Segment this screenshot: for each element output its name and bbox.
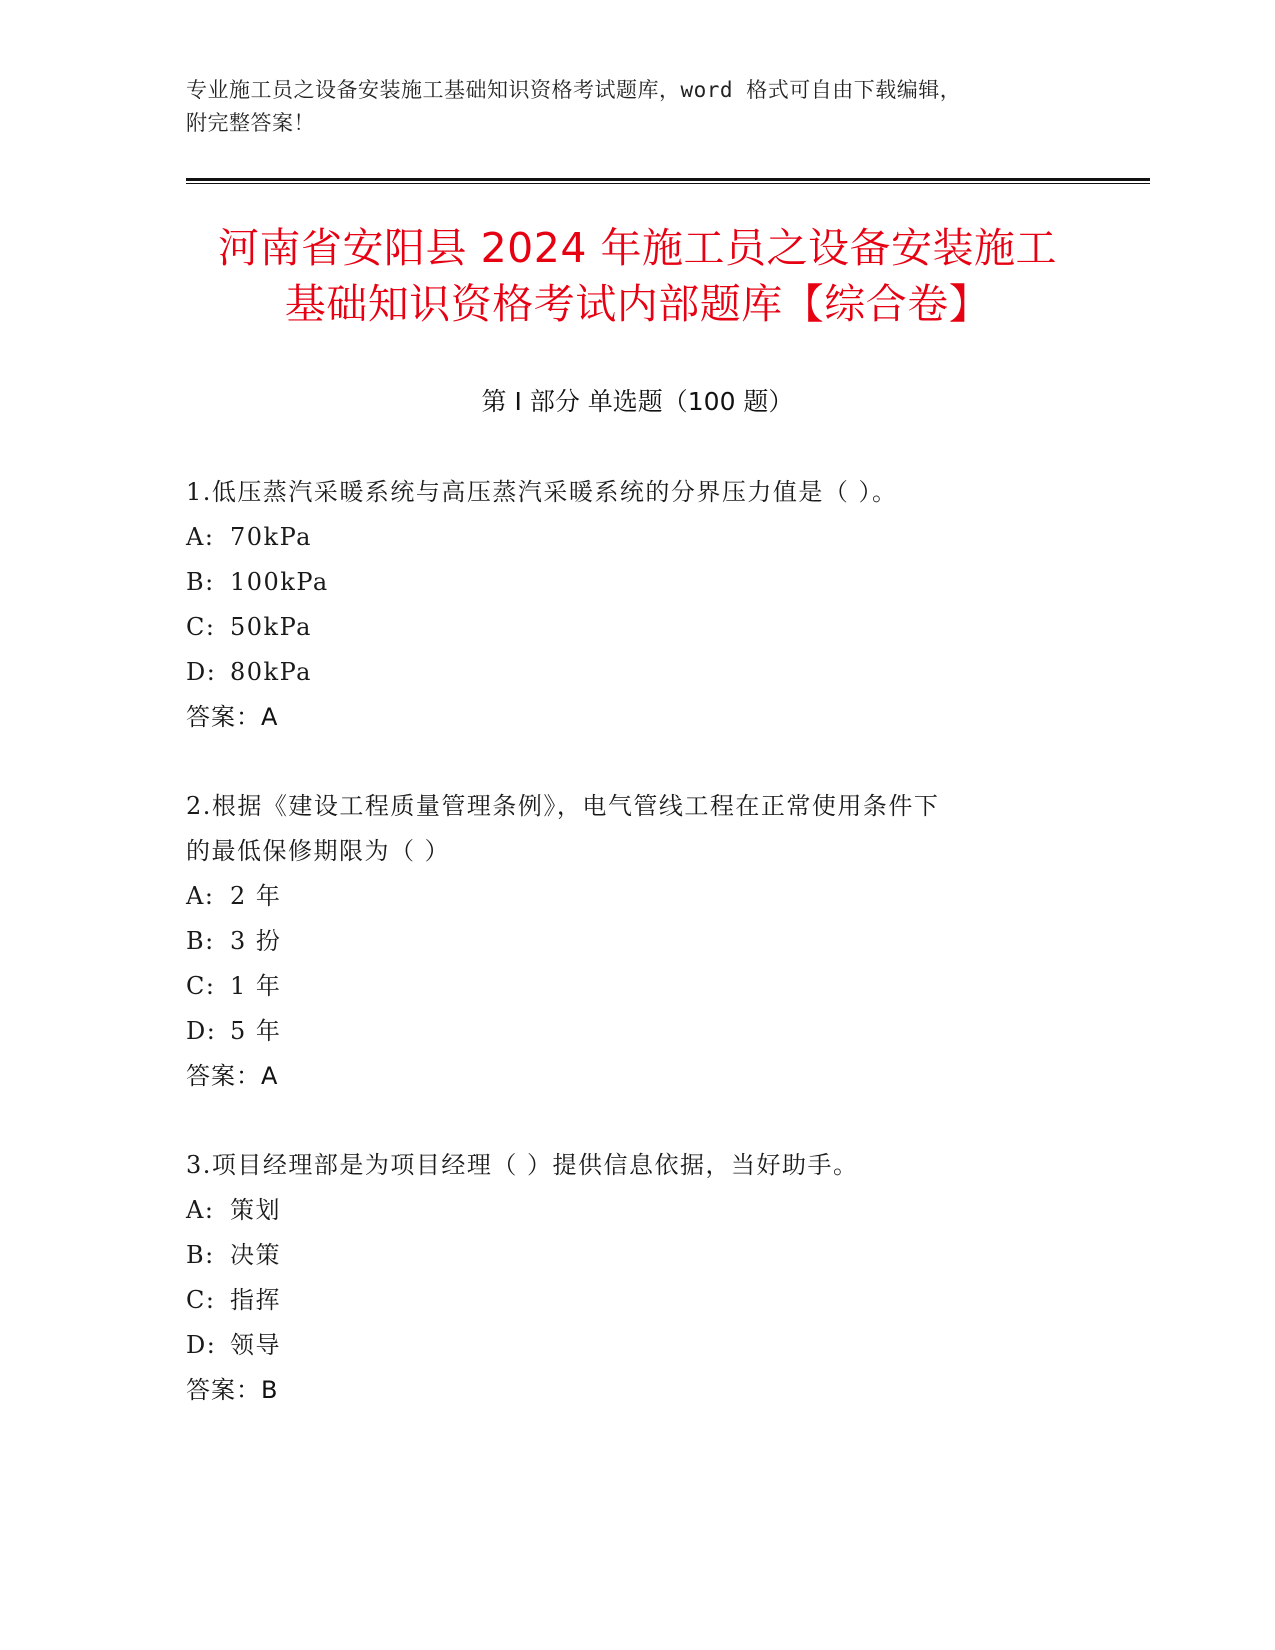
question-2 <box>186 784 1086 1099</box>
option-key: A: <box>186 523 215 551</box>
document-title <box>150 220 1125 332</box>
option-a <box>186 515 1086 560</box>
option-key: D: <box>186 658 217 686</box>
option-key: B: <box>186 568 215 596</box>
question-stem: 1.低压蒸汽采暖系统与高压蒸汽采暖系统的分界压力值是（ ）。 <box>186 478 898 506</box>
option-key: A: <box>186 882 215 910</box>
header-note <box>186 74 1086 140</box>
option-key: D: <box>186 1331 217 1359</box>
option-text: 领导 <box>230 1331 281 1359</box>
question-stem-line-1: 2.根据《建设工程质量管理条例》，电气管线工程在正常使用条件下 <box>186 792 940 820</box>
option-d <box>186 1323 1086 1368</box>
document-title-line-2: 基础知识资格考试内部题库【综合卷】 <box>284 280 991 328</box>
question-3 <box>186 1143 1086 1413</box>
option-key: B: <box>186 927 215 955</box>
option-text: 5 年 <box>230 1017 282 1045</box>
option-key: C: <box>186 972 216 1000</box>
option-d <box>186 650 1086 695</box>
question-1 <box>186 470 1086 740</box>
option-b <box>186 919 1086 964</box>
option-d <box>186 1009 1086 1054</box>
question-stem-line-2: 的最低保修期限为（ ） <box>186 837 451 865</box>
question-stem: 3.项目经理部是为项目经理（ ）提供信息依据，当好助手。 <box>186 1151 859 1179</box>
option-text: 3 扮 <box>230 927 282 955</box>
option-text: 2 年 <box>230 882 282 910</box>
option-text: 指挥 <box>230 1286 281 1314</box>
header-rule-thin <box>186 183 1150 184</box>
section-heading: 第 I 部分 单选题（100 题） <box>481 387 794 416</box>
option-text: 70kPa <box>230 523 312 551</box>
option-c <box>186 964 1086 1009</box>
option-a <box>186 874 1086 919</box>
question-spacer <box>186 740 1086 784</box>
answer: 答案：A <box>186 703 279 731</box>
question-spacer <box>186 1099 1086 1143</box>
option-text: 策划 <box>230 1196 281 1224</box>
option-key: D: <box>186 1017 217 1045</box>
header-rule-thick <box>186 178 1150 181</box>
option-a <box>186 1188 1086 1233</box>
option-key: C: <box>186 613 216 641</box>
option-text: 决策 <box>230 1241 281 1269</box>
document-title-line-1: 河南省安阳县 2024 年施工员之设备安装施工 <box>218 224 1057 272</box>
answer: 答案：A <box>186 1062 279 1090</box>
option-text: 50kPa <box>230 613 312 641</box>
header-note-line-2: 附完整答案！ <box>186 111 315 135</box>
option-text: 80kPa <box>230 658 312 686</box>
option-key: B: <box>186 1241 215 1269</box>
answer: 答案：B <box>186 1376 279 1404</box>
question-list <box>186 470 1086 1413</box>
option-text: 1 年 <box>230 972 282 1000</box>
option-key: C: <box>186 1286 216 1314</box>
option-text: 100kPa <box>230 568 329 596</box>
option-b <box>186 560 1086 605</box>
option-key: A: <box>186 1196 215 1224</box>
option-c <box>186 1278 1086 1323</box>
header-note-line-1: 专业施工员之设备安装施工基础知识资格考试题库，word 格式可自由下载编辑， <box>186 78 962 102</box>
option-c <box>186 605 1086 650</box>
option-b <box>186 1233 1086 1278</box>
